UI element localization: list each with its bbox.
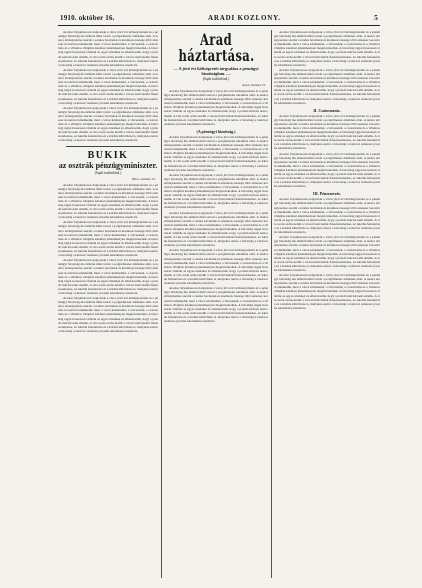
body-paragraph: Aradon folyamatosan dolgoznak a város jövő évi költségvetésén és a pénzügyi bizottság ma délután ülést tartott a polgármester elnöklete alatt. A tanács előterjesztése szerint a rendes bevételek és kiadások összege több százezer koronával emelkedik, mert a város közüzemei, a vízvezeték, a csatornázás és a villamos világítás kiadásai jelentékenyen megnövekedtek. A bizottság tagjai hosszasan vitatták az egyes tételeket és elhatározták, hogy a pótadó kulcsát nem emelik. A vita során szóba került a városi tisztviselők fizetésrendezése, az iskolák fenntartása és a kórház kibővítése is, melyekre nézve a bizottság a tanácsot részletes javaslat készítésére utasította. [164,248,268,286]
section-label: (A pénzügyi bizottság.) [196,128,236,134]
article-divider [66,146,150,147]
column-1 [58,30,158,578]
body-paragraph: Aradon folyamatosan dolgoznak a város jövő évi költségvetésén és a pénzügyi bizottság ma délután ülést tartott a polgármester elnöklete alatt. A tanács előterjesztése szerint a rendes bevételek és kiadások összege több százezer koronával emelkedik, mert a város közüzemei, a vízvezeték, a csatornázás és a villamos világítás kiadásai jelentékenyen megnövekedtek. A bizottság tagjai hosszasan vitatták az egyes tételeket és elhatározták, hogy a pótadó kulcsát nem emelik. A vita során szóba került a városi tisztviselők fizetésrendezése, az iskolák fenntartása és a kórház kibővítése is, melyekre nézve a bizottság a tanácsot részletes javaslat készítésére utasította. [274,30,380,67]
body-paragraph: Aradon folyamatosan dolgoznak a város jövő évi költségvetésén és a pénzügyi bizottság ma délután ülést tartott a polgármester elnöklete alatt. A tanács előterjesztése szerint a rendes bevételek és kiadások összege több százezer koronával emelkedik, mert a város közüzemei, a vízvezeték, a csatornázás és a villamos világítás kiadásai jelentékenyen megnövekedtek. A bizottság tagjai hosszasan vitatták az egyes tételeket és elhatározták, hogy a pótadó kulcsát nem emelik. A vita során szóba került a városi tisztviselők fizetésrendezése, az iskolák fenntartása és a kórház kibővítése is, melyekre nézve a bizottság a tanácsot részletes javaslat készítésére utasította. [164,210,268,248]
body-paragraph: Aradon folyamatosan dolgoznak a város jövő évi költségvetésén és a pénzügyi bizottság ma délután ülést tartott a polgármester elnöklete alatt. A tanács előterjesztése szerint a rendes bevételek és kiadások összege több százezer koronával emelkedik, mert a város közüzemei, a vízvezeték, a csatornázás és a villamos világítás kiadásai jelentékenyen megnövekedtek. A bizottság tagjai hosszasan vitatták az egyes tételeket és elhatározták, hogy a pótadó kulcsát nem emelik. A vita során szóba került a városi tisztviselők fizetésrendezése, az iskolák fenntartása és a kórház kibővítése is, melyekre nézve a bizottság a tanácsot részletes javaslat készítésére utasította. [58,30,158,67]
body-paragraph: Aradon folyamatosan dolgoznak a város jövő évi költségvetésén és a pénzügyi bizottság ma délután ülést tartott a polgármester elnöklete alatt. A tanács előterjesztése szerint a rendes bevételek és kiadások összege több százezer koronával emelkedik, mert a város közüzemei, a vízvezeték, a csatornázás és a villamos világítás kiadásai jelentékenyen megnövekedtek. A bizottság tagjai hosszasan vitatták az egyes tételeket és elhatározták, hogy a pótadó kulcsát nem emelik. A vita során szóba került a városi tisztviselők fizetésrendezése, az iskolák fenntartása és a kórház kibővítése is, melyekre nézve a bizottság a tanácsot részletes javaslat készítésére utasította. [274,197,380,235]
article-note: (Saját tudósítónk.) [94,170,122,175]
body-paragraph: Aradon folyamatosan dolgoznak a város jövő évi költségvetésén és a pénzügyi bizottság ma délután ülést tartott a polgármester elnöklete alatt. A tanács előterjesztése szerint a rendes bevételek és kiadások összege több százezer koronával emelkedik, mert a város közüzemei, a vízvezeték, a csatornázás és a villamos világítás kiadásai jelentékenyen megnövekedtek. A bizottság tagjai hosszasan vitatták az egyes tételeket és elhatározták, hogy a pótadó kulcsát nem emelik. A vita során szóba került a városi tisztviselők fizetésrendezése, az iskolák fenntartása és a kórház kibővítése is, melyekre nézve a bizottság a tanácsot részletes javaslat készítésére utasította. [58,67,158,105]
body-paragraph: Aradon folyamatosan dolgoznak a város jövő évi költségvetésén és a pénzügyi bizottság ma délután ülést tartott a polgármester elnöklete alatt. A tanács előterjesztése szerint a rendes bevételek és kiadások összege több százezer koronával emelkedik, mert a város közüzemei, a vízvezeték, a csatornázás és a villamos világítás kiadásai jelentékenyen megnövekedtek. A bizottság tagjai hosszasan vitatták az egyes tételeket és elhatározták, hogy a pótadó kulcsát nem emelik. A vita során szóba került a városi tisztviselők fizetésrendezése, az iskolák fenntartása és a kórház kibővítése is, melyekre nézve a bizottság a tanácsot részletes javaslat készítésére utasította. [274,113,380,151]
article-subtitle: az osztrák pénzügyminiszter. [58,160,158,170]
body-paragraph: Aradon folyamatosan dolgoznak a város jövő évi költségvetésén és a pénzügyi bizottság ma délután ülést tartott a polgármester elnöklete alatt. A tanács előterjesztése szerint a rendes bevételek és kiadások összege több százezer koronával emelkedik, mert a város közüzemei, a vízvezeték, a csatornázás és a villamos világítás kiadásai jelentékenyen megnövekedtek. A bizottság tagjai hosszasan vitatták az egyes tételeket és elhatározták, hogy a pótadó kulcsát nem emelik. A vita során szóba került a városi tisztviselők fizetésrendezése, az iskolák fenntartása és a kórház kibővítése is, melyekre nézve a bizottság a tanácsot részletes javaslat készítésére utasította. [164,172,268,210]
column-divider [271,30,272,578]
article-title: BUKIK [87,149,129,161]
article-subtitle: — A jövő évi költségvetés tárgyalása a pénzügyi bizottságban. — [173,66,259,76]
body-paragraph: Aradon folyamatosan dolgoznak a város jövő évi költségvetésén és a pénzügyi bizottság ma délután ülést tartott a polgármester elnöklete alatt. A tanács előterjesztése szerint a rendes bevételek és kiadások összege több százezer koronával emelkedik, mert a város közüzemei, a vízvezeték, a csatornázás és a villamos világítás kiadásai jelentékenyen megnövekedtek. A bizottság tagjai hosszasan vitatták az egyes tételeket és elhatározták, hogy a pótadó kulcsát nem emelik. A vita során szóba került a városi tisztviselők fizetésrendezése, az iskolák fenntartása és a kórház kibővítése is, melyekre nézve a bizottság a tanácsot részletes javaslat készítésére utasította. [58,105,158,143]
article-dateline: Arad, október 15. [242,83,266,87]
body-paragraph: Aradon folyamatosan dolgoznak a város jövő évi költségvetésén és a pénzügyi bizottság ma délután ülést tartott a polgármester elnöklete alatt. A tanács előterjesztése szerint a rendes bevételek és kiadások összege több százezer koronával emelkedik, mert a város közüzemei, a vízvezeték, a csatornázás és a villamos világítás kiadásai jelentékenyen megnövekedtek. A bizottság tagjai hosszasan vitatták az egyes tételeket és elhatározták, hogy a pótadó kulcsát nem emelik. A vita során szóba került a városi tisztviselők fizetésrendezése, az iskolák fenntartása és a kórház kibővítése is, melyekre nézve a bizottság a tanácsot részletes javaslat készítésére utasította. [164,134,268,172]
body-paragraph: Aradon folyamatosan dolgoznak a város jövő évi költségvetésén és a pénzügyi bizottság ma délután ülést tartott a polgármester elnöklete alatt. A tanács előterjesztése szerint a rendes bevételek és kiadások összege több százezer koronával emelkedik, mert a város közüzemei, a vízvezeték, a csatornázás és a villamos világítás kiadásai jelentékenyen megnövekedtek. A bizottság tagjai hosszasan vitatták az egyes tételeket és elhatározták, hogy a pótadó kulcsát nem emelik. A vita során szóba került a városi tisztviselők fizetésrendezése, az iskolák fenntartása és a kórház kibővítése is, melyekre nézve a bizottság a tanácsot részletes javaslat készítésére utasította. [58,182,158,220]
body-paragraph: Aradon folyamatosan dolgoznak a város jövő évi költségvetésén és a pénzügyi bizottság ma délután ülést tartott a polgármester elnöklete alatt. A tanács előterjesztése szerint a rendes bevételek és kiadások összege több százezer koronával emelkedik, mert a város közüzemei, a vízvezeték, a csatornázás és a villamos világítás kiadásai jelentékenyen megnövekedtek. A bizottság tagjai hosszasan vitatták az egyes tételeket és elhatározták, hogy a pótadó kulcsát nem emelik. A vita során szóba került a városi tisztviselők fizetésrendezése, az iskolák fenntartása és a kórház kibővítése is, melyekre nézve a bizottság a tanácsot részletes javaslat készítésére utasította. [58,296,158,333]
column-divider [161,30,162,578]
section-label: III. Pénzszerzés. [313,191,341,197]
body-paragraph: Aradon folyamatosan dolgoznak a város jövő évi költségvetésén és a pénzügyi bizottság ma délután ülést tartott a polgármester elnöklete alatt. A tanács előterjesztése szerint a rendes bevételek és kiadások összege több százezer koronával emelkedik, mert a város közüzemei, a vízvezeték, a csatornázás és a villamos világítás kiadásai jelentékenyen megnövekedtek. A bizottság tagjai hosszasan vitatták az egyes tételeket és elhatározták, hogy a pótadó kulcsát nem emelik. A vita során szóba került a városi tisztviselők fizetésrendezése, az iskolák fenntartása és a kórház kibővítése is, melyekre nézve a bizottság a tanácsot részletes javaslat készítésére utasította. [164,89,268,126]
body-paragraph: Aradon folyamatosan dolgoznak a város jövő évi költségvetésén és a pénzügyi bizottság ma délután ülést tartott a polgármester elnöklete alatt. A tanács előterjesztése szerint a rendes bevételek és kiadások összege több százezer koronával emelkedik, mert a város közüzemei, a vízvezeték, a csatornázás és a villamos világítás kiadásai jelentékenyen megnövekedtek. A bizottság tagjai hosszasan vitatták az egyes tételeket és elhatározták, hogy a pótadó kulcsát nem emelik. A vita során szóba került a városi tisztviselők fizetésrendezése, az iskolák fenntartása és a kórház kibővítése is, melyekre nézve a bizottság a tanácsot részletes javaslat készítésére utasította. [274,273,380,310]
body-paragraph: Aradon folyamatosan dolgoznak a város jövő évi költségvetésén és a pénzügyi bizottság ma délután ülést tartott a polgármester elnöklete alatt. A tanács előterjesztése szerint a rendes bevételek és kiadások összege több százezer koronával emelkedik, mert a város közüzemei, a vízvezeték, a csatornázás és a villamos világítás kiadásai jelentékenyen megnövekedtek. A bizottság tagjai hosszasan vitatták az egyes tételeket és elhatározták, hogy a pótadó kulcsát nem emelik. A vita során szóba került a városi tisztviselők fizetésrendezése, az iskolák fenntartása és a kórház kibővítése is, melyekre nézve a bizottság a tanácsot részletes javaslat készítésére utasította. [274,235,380,272]
article-title: Arad háztartása. [178,30,255,65]
body-paragraph: Aradon folyamatosan dolgoznak a város jövő évi költségvetésén és a pénzügyi bizottság ma délután ülést tartott a polgármester elnöklete alatt. A tanács előterjesztése szerint a rendes bevételek és kiadások összege több százezer koronával emelkedik, mert a város közüzemei, a vízvezeték, a csatornázás és a villamos világítás kiadásai jelentékenyen megnövekedtek. A bizottság tagjai hosszasan vitatták az egyes tételeket és elhatározták, hogy a pótadó kulcsát nem emelik. A vita során szóba került a városi tisztviselők fizetésrendezése, az iskolák fenntartása és a kórház kibővítése is, melyekre nézve a bizottság a tanácsot részletes javaslat készítésére utasította. [164,286,268,323]
header-page-number: 5 [374,14,378,22]
column-3 [274,30,380,578]
section-label: II. Csatornázás. [313,107,341,113]
header-date: 1910. október 16. [60,14,115,22]
article-note: (Saját tudósítónk.) [202,77,230,81]
body-paragraph: Aradon folyamatosan dolgoznak a város jövő évi költségvetésén és a pénzügyi bizottság ma délután ülést tartott a polgármester elnöklete alatt. A tanács előterjesztése szerint a rendes bevételek és kiadások összege több százezer koronával emelkedik, mert a város közüzemei, a vízvezeték, a csatornázás és a villamos világítás kiadásai jelentékenyen megnövekedtek. A bizottság tagjai hosszasan vitatták az egyes tételeket és elhatározták, hogy a pótadó kulcsát nem emelik. A vita során szóba került a városi tisztviselők fizetésrendezése, az iskolák fenntartása és a kórház kibővítése is, melyekre nézve a bizottság a tanácsot részletes javaslat készítésére utasította. [58,258,158,295]
body-paragraph: Aradon folyamatosan dolgoznak a város jövő évi költségvetésén és a pénzügyi bizottság ma délután ülést tartott a polgármester elnöklete alatt. A tanács előterjesztése szerint a rendes bevételek és kiadások összege több százezer koronával emelkedik, mert a város közüzemei, a vízvezeték, a csatornázás és a villamos világítás kiadásai jelentékenyen megnövekedtek. A bizottság tagjai hosszasan vitatták az egyes tételeket és elhatározták, hogy a pótadó kulcsát nem emelik. A vita során szóba került a városi tisztviselők fizetésrendezése, az iskolák fenntartása és a kórház kibővítése is, melyekre nézve a bizottság a tanácsot részletes javaslat készítésére utasította. [58,220,158,258]
header-rule [58,25,380,26]
article-dateline: Bécs, október 15. [132,176,156,181]
column-2 [164,30,268,578]
header-paper-name: ARADI KOZLONY. [208,14,281,22]
body-paragraph: Aradon folyamatosan dolgoznak a város jövő évi költségvetésén és a pénzügyi bizottság ma délután ülést tartott a polgármester elnöklete alatt. A tanács előterjesztése szerint a rendes bevételek és kiadások összege több százezer koronával emelkedik, mert a város közüzemei, a vízvezeték, a csatornázás és a villamos világítás kiadásai jelentékenyen megnövekedtek. A bizottság tagjai hosszasan vitatták az egyes tételeket és elhatározták, hogy a pótadó kulcsát nem emelik. A vita során szóba került a városi tisztviselők fizetésrendezése, az iskolák fenntartása és a kórház kibővítése is, melyekre nézve a bizottság a tanácsot részletes javaslat készítésére utasította. [274,67,380,105]
body-paragraph: Aradon folyamatosan dolgoznak a város jövő évi költségvetésén és a pénzügyi bizottság ma délután ülést tartott a polgármester elnöklete alatt. A tanács előterjesztése szerint a rendes bevételek és kiadások összege több százezer koronával emelkedik, mert a város közüzemei, a vízvezeték, a csatornázás és a villamos világítás kiadásai jelentékenyen megnövekedtek. A bizottság tagjai hosszasan vitatták az egyes tételeket és elhatározták, hogy a pótadó kulcsát nem emelik. A vita során szóba került a városi tisztviselők fizetésrendezése, az iskolák fenntartása és a kórház kibővítése is, melyekre nézve a bizottság a tanácsot részletes javaslat készítésére utasította. [274,151,380,189]
